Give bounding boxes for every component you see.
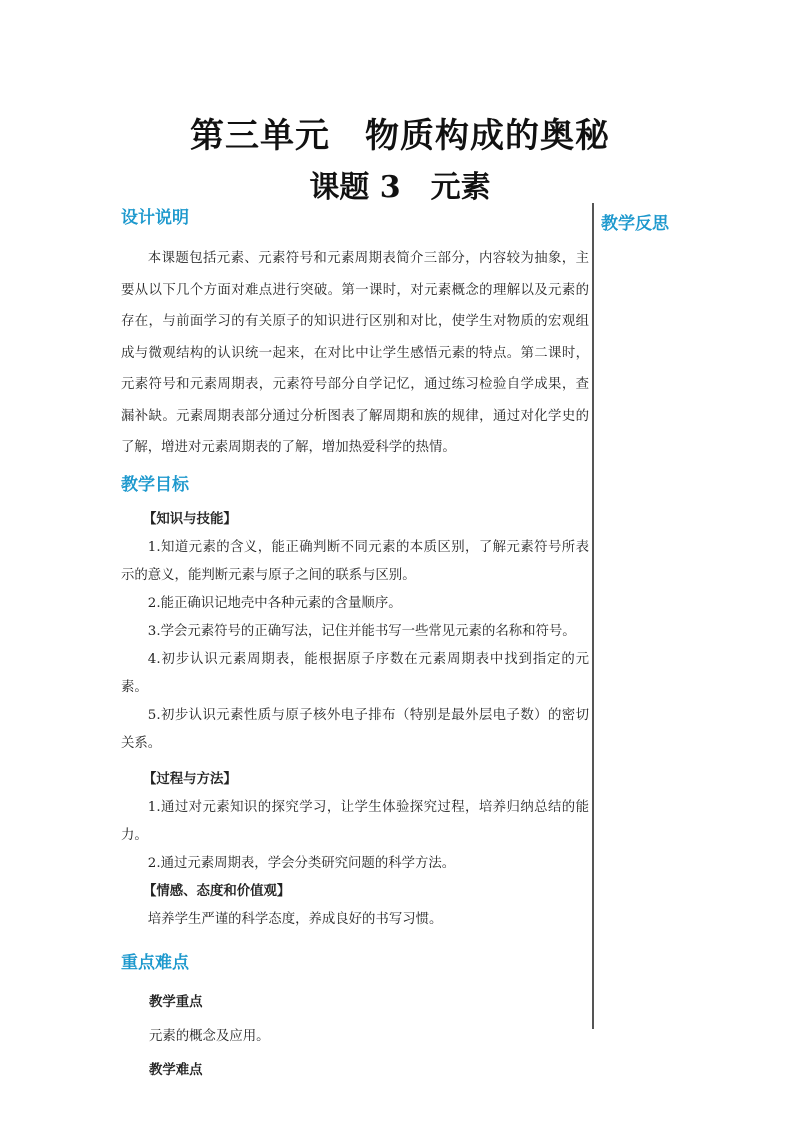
- lesson-title: 课题 3 元素: [309, 170, 491, 205]
- process-item: 2.通过元素周期表，学会分类研究问题的科学方法。: [147, 855, 456, 871]
- difficulty-label: 教学难点: [149, 1062, 203, 1078]
- design-heading: 设计说明: [121, 208, 189, 228]
- knowledge-item: 1.知道元素的含义，能正确判断不同元素的本质区别，了解元素符号所表示的意义，能判断元素与原子之间的联系与区别。: [121, 539, 589, 583]
- focus-label: 教学重点: [149, 994, 203, 1010]
- keypoints-heading: 重点难点: [121, 952, 189, 973]
- knowledge-item: 3.学会元素符号的正确写法，记住并能书写一些常见元素的名称和符号。: [147, 623, 576, 639]
- emotion-label: 【情感、态度和价值观】: [143, 883, 291, 899]
- design-paragraph: 本课题包括元素、元素符号和元素周期表简介三部分，内容较为抽象，主要从以下几个方面对难点进行突破。第一课时，对元素概念的理解以及元素的存在，与前面学习的有关原子的知识进行区别和对比，使学生对物质的宏观组成与微观结构的认识统一起来，在对比中让学生感悟元素的特点。第二课时，元素符号和元素周期表，元素符号部分自学记忆，通过练习检验自学成果，查漏补缺。元素周期表部分通过分析图表了解周期和族的规律，通过对化学史的了解，增进对元素周期表的了解，增加热爱科学的热情。: [121, 251, 589, 455]
- knowledge-item: 5.初步认识元素性质与原子核外电子排布（特别是最外层电子数）的密切关系。: [121, 707, 589, 751]
- unit-title: 第三单元 物质构成的奥秘: [190, 116, 610, 156]
- reflection-heading: 教学反思: [601, 214, 669, 234]
- process-item: 1.通过对元素知识的探究学习，让学生体验探究过程，培养归纳总结的能力。: [121, 799, 589, 843]
- knowledge-item: 4.初步认识元素周期表，能根据原子序数在元素周期表中找到指定的元素。: [121, 651, 589, 695]
- objectives-heading: 教学目标: [121, 474, 189, 495]
- emotion-item: 培养学生严谨的科学态度，养成良好的书写习惯。: [147, 911, 443, 927]
- knowledge-label: 【知识与技能】: [143, 511, 237, 527]
- focus-text: 元素的概念及应用。: [149, 1028, 270, 1044]
- column-divider: [592, 203, 594, 1029]
- process-label: 【过程与方法】: [143, 771, 237, 787]
- main-column: [121, 205, 589, 1086]
- knowledge-item: 2.能正确识记地壳中各种元素的含量顺序。: [147, 595, 402, 611]
